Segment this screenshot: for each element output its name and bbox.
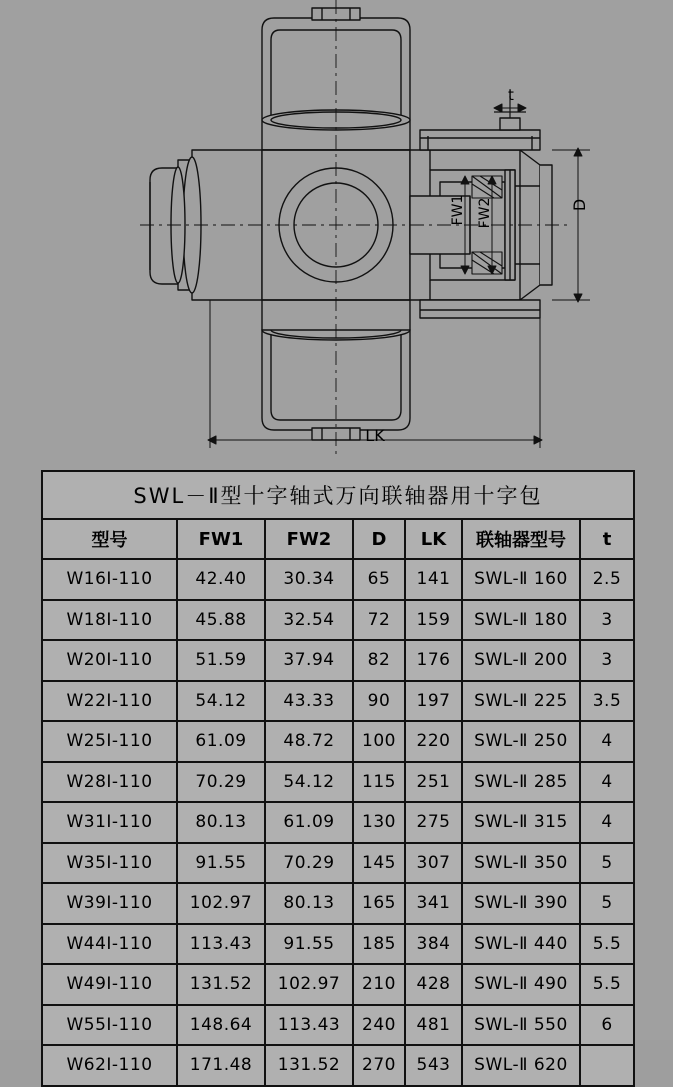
cell-型号: W44Ⅰ-110: [42, 924, 177, 965]
cell-FW2: 91.55: [265, 924, 353, 965]
cell-D: 210: [353, 964, 405, 1005]
cell-FW2: 32.54: [265, 600, 353, 641]
cell-联轴器型号: SWL-Ⅱ 550: [462, 1005, 580, 1046]
table-row: [42, 600, 634, 641]
cell-型号: W31Ⅰ-110: [42, 802, 177, 843]
cell-LK: 307: [405, 843, 462, 884]
column-header-4: LK: [405, 519, 462, 559]
cell-型号: W18Ⅰ-110: [42, 600, 177, 641]
table-row: [42, 640, 634, 681]
cell-LK: 197: [405, 681, 462, 722]
cell-LK: 275: [405, 802, 462, 843]
cell-联轴器型号: SWL-Ⅱ 350: [462, 843, 580, 884]
cell-t: 5: [580, 883, 634, 924]
cell-D: 100: [353, 721, 405, 762]
cell-联轴器型号: SWL-Ⅱ 620: [462, 1045, 580, 1086]
dim-label-FW2: FW2: [477, 197, 493, 229]
table-row: [42, 924, 634, 965]
cell-D: 90: [353, 681, 405, 722]
table-row: [42, 559, 634, 600]
cell-联轴器型号: SWL-Ⅱ 390: [462, 883, 580, 924]
cell-FW2: 30.34: [265, 559, 353, 600]
table-row: [42, 1045, 634, 1086]
cell-FW2: 131.52: [265, 1045, 353, 1086]
column-header-0: 型号: [42, 519, 177, 559]
cell-t: 3: [580, 600, 634, 641]
cell-t: 5: [580, 843, 634, 884]
cell-型号: W62Ⅰ-110: [42, 1045, 177, 1086]
cell-FW1: 70.29: [177, 762, 265, 803]
cell-FW1: 131.52: [177, 964, 265, 1005]
cell-t: 4: [580, 721, 634, 762]
cell-LK: 220: [405, 721, 462, 762]
cell-LK: 384: [405, 924, 462, 965]
table-title-row: [42, 471, 634, 519]
cell-型号: W22Ⅰ-110: [42, 681, 177, 722]
cell-FW1: 80.13: [177, 802, 265, 843]
table-title: SWL－Ⅱ型十字轴式万向联轴器用十字包: [42, 471, 634, 519]
cell-FW2: 80.13: [265, 883, 353, 924]
cell-联轴器型号: SWL-Ⅱ 250: [462, 721, 580, 762]
cell-联轴器型号: SWL-Ⅱ 200: [462, 640, 580, 681]
cell-t: 4: [580, 762, 634, 803]
cell-FW2: 113.43: [265, 1005, 353, 1046]
cell-FW2: 70.29: [265, 843, 353, 884]
cell-型号: W35Ⅰ-110: [42, 843, 177, 884]
cell-t: 5.5: [580, 964, 634, 1005]
cell-FW1: 54.12: [177, 681, 265, 722]
cell-型号: W55Ⅰ-110: [42, 1005, 177, 1046]
universal-joint-cross-drawing: [0, 0, 673, 465]
cell-D: 240: [353, 1005, 405, 1046]
cell-t: [580, 1045, 634, 1086]
cell-型号: W20Ⅰ-110: [42, 640, 177, 681]
cell-联轴器型号: SWL-Ⅱ 225: [462, 681, 580, 722]
cell-D: 185: [353, 924, 405, 965]
dim-label-FW1: FW1: [450, 194, 466, 226]
table-row: [42, 762, 634, 803]
cell-型号: W39Ⅰ-110: [42, 883, 177, 924]
cell-D: 165: [353, 883, 405, 924]
table-row: [42, 721, 634, 762]
cell-D: 145: [353, 843, 405, 884]
cell-FW1: 148.64: [177, 1005, 265, 1046]
spec-table-container: [41, 470, 633, 1087]
cell-LK: 141: [405, 559, 462, 600]
cell-FW1: 61.09: [177, 721, 265, 762]
column-header-5: 联轴器型号: [462, 519, 580, 559]
table-row: [42, 1005, 634, 1046]
table-row: [42, 843, 634, 884]
cell-FW2: 61.09: [265, 802, 353, 843]
table-header-row: [42, 519, 634, 559]
table-row: [42, 681, 634, 722]
dim-label-D: D: [570, 198, 589, 212]
cell-FW1: 113.43: [177, 924, 265, 965]
cell-型号: W16Ⅰ-110: [42, 559, 177, 600]
cell-联轴器型号: SWL-Ⅱ 440: [462, 924, 580, 965]
cell-型号: W28Ⅰ-110: [42, 762, 177, 803]
cell-FW2: 37.94: [265, 640, 353, 681]
cell-LK: 428: [405, 964, 462, 1005]
cell-FW2: 48.72: [265, 721, 353, 762]
cell-LK: 251: [405, 762, 462, 803]
cell-D: 82: [353, 640, 405, 681]
cell-FW1: 51.59: [177, 640, 265, 681]
cell-LK: 481: [405, 1005, 462, 1046]
table-row: [42, 964, 634, 1005]
cell-LK: 159: [405, 600, 462, 641]
cell-LK: 176: [405, 640, 462, 681]
cell-D: 270: [353, 1045, 405, 1086]
cell-联轴器型号: SWL-Ⅱ 180: [462, 600, 580, 641]
cell-FW1: 45.88: [177, 600, 265, 641]
cell-t: 2.5: [580, 559, 634, 600]
cell-D: 72: [353, 600, 405, 641]
cell-FW1: 171.48: [177, 1045, 265, 1086]
cell-D: 65: [353, 559, 405, 600]
spec-table: [41, 470, 635, 1087]
cell-t: 3: [580, 640, 634, 681]
column-header-2: FW2: [265, 519, 353, 559]
cell-FW2: 54.12: [265, 762, 353, 803]
table-row: [42, 802, 634, 843]
cell-FW1: 91.55: [177, 843, 265, 884]
cell-D: 130: [353, 802, 405, 843]
cell-t: 4: [580, 802, 634, 843]
cell-t: 3.5: [580, 681, 634, 722]
cell-联轴器型号: SWL-Ⅱ 285: [462, 762, 580, 803]
dim-label-LK: LK: [365, 426, 385, 445]
cell-联轴器型号: SWL-Ⅱ 490: [462, 964, 580, 1005]
spec-table-body: [42, 471, 634, 1086]
cell-D: 115: [353, 762, 405, 803]
cell-FW2: 102.97: [265, 964, 353, 1005]
cell-LK: 543: [405, 1045, 462, 1086]
cell-t: 6: [580, 1005, 634, 1046]
cell-FW2: 43.33: [265, 681, 353, 722]
column-header-1: FW1: [177, 519, 265, 559]
column-header-3: D: [353, 519, 405, 559]
cell-t: 5.5: [580, 924, 634, 965]
table-row: [42, 883, 634, 924]
column-header-6: t: [580, 519, 634, 559]
cell-型号: W49Ⅰ-110: [42, 964, 177, 1005]
cell-型号: W25Ⅰ-110: [42, 721, 177, 762]
cell-联轴器型号: SWL-Ⅱ 315: [462, 802, 580, 843]
cell-LK: 341: [405, 883, 462, 924]
cell-FW1: 102.97: [177, 883, 265, 924]
dim-label-t: t: [508, 86, 514, 104]
cell-FW1: 42.40: [177, 559, 265, 600]
cell-联轴器型号: SWL-Ⅱ 160: [462, 559, 580, 600]
